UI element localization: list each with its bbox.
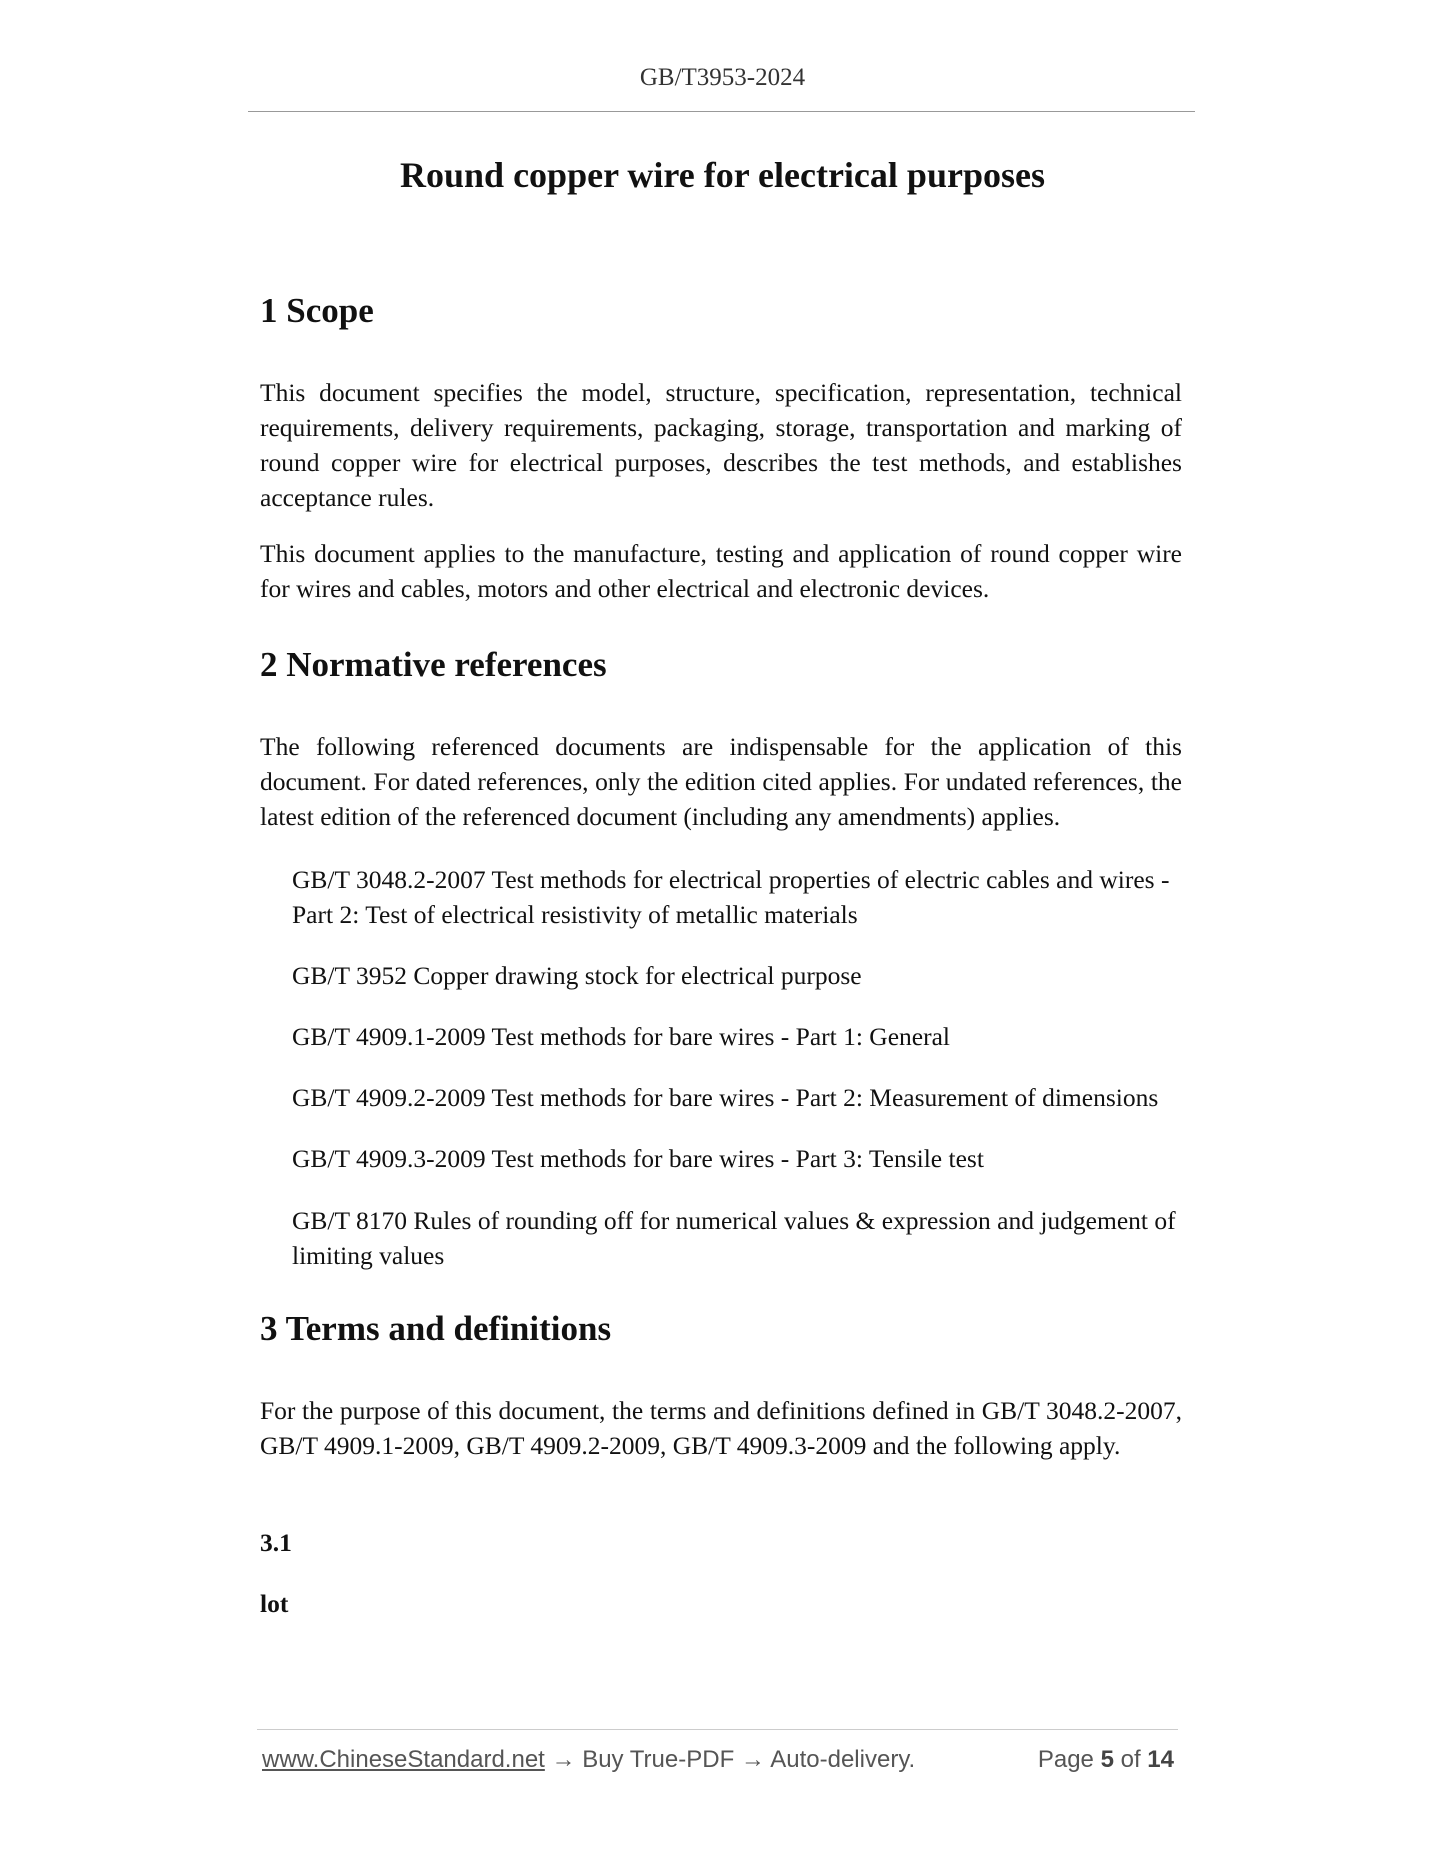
footer-divider	[257, 1729, 1178, 1730]
header-standard-code: GB/T3953-2024	[639, 64, 806, 91]
term-name: lot	[260, 1589, 289, 1618]
page-total: 14	[1147, 1746, 1174, 1773]
arrow-right-icon: →	[551, 1746, 576, 1773]
reference-item: GB/T 8170 Rules of rounding off for numerical values & expression and judgement of limiting values	[292, 1206, 1176, 1270]
normative-intro-paragraph: The following referenced documents are indispensable for the application of this document. For dated references, only the edition cited applies. For undated references, the latest edition of the referenced document (including any amendments) applies.	[260, 732, 1182, 831]
section-heading-scope: 1 Scope	[260, 291, 374, 330]
reference-item: GB/T 4909.1-2009 Test methods for bare wires - Part 1: General	[292, 1022, 951, 1051]
header-divider	[248, 111, 1195, 112]
section-heading-normative-references: 2 Normative references	[260, 645, 607, 684]
reference-item: GB/T 3952 Copper drawing stock for electrical purpose	[292, 961, 862, 990]
reference-item: GB/T 4909.3-2009 Test methods for bare wires - Part 3: Tensile test	[292, 1144, 984, 1173]
section-heading-terms-and-definitions: 3 Terms and definitions	[260, 1309, 612, 1348]
page-label: Page	[1037, 1746, 1094, 1773]
page-footer	[262, 1746, 1178, 1774]
page-of: of	[1120, 1746, 1141, 1773]
reference-item: GB/T 4909.2-2009 Test methods for bare wires - Part 2: Measurement of dimensions	[292, 1083, 1159, 1112]
buy-pdf-text: Buy True-PDF	[582, 1746, 735, 1773]
scope-paragraph-1: This document specifies the model, structure, specification, representation, technical requirements, delivery requirements, packaging, storage, transportation and marking of round copper wire for electrical purposes, describes the test methods, and establishes acceptance rules.	[260, 378, 1182, 512]
reference-item: GB/T 3048.2-2007 Test methods for electrical properties of electric cables and wires - Part 2: Test of electrical resistivity of metallic materials	[292, 865, 1170, 929]
page-current: 5	[1100, 1746, 1114, 1773]
auto-delivery-text: Auto-delivery.	[770, 1746, 916, 1773]
terms-intro-paragraph: For the purpose of this document, the terms and definitions defined in GB/T 3048.2-2007, GB/T 4909.1-2009, GB/T 4909.2-2009, GB/T 4909.3-2009 and the following apply.	[260, 1396, 1182, 1460]
arrow-right-icon: →	[740, 1746, 765, 1773]
document-title: Round copper wire for electrical purposes	[400, 155, 1045, 195]
website-link[interactable]: www.ChineseStandard.net	[262, 1746, 545, 1773]
page-indicator	[1038, 1746, 1174, 1774]
term-number: 3.1	[260, 1528, 292, 1557]
scope-paragraph-2: This document applies to the manufacture, testing and application of round copper wire for wires and cables, motors and other electrical and electronic devices.	[260, 539, 1182, 603]
